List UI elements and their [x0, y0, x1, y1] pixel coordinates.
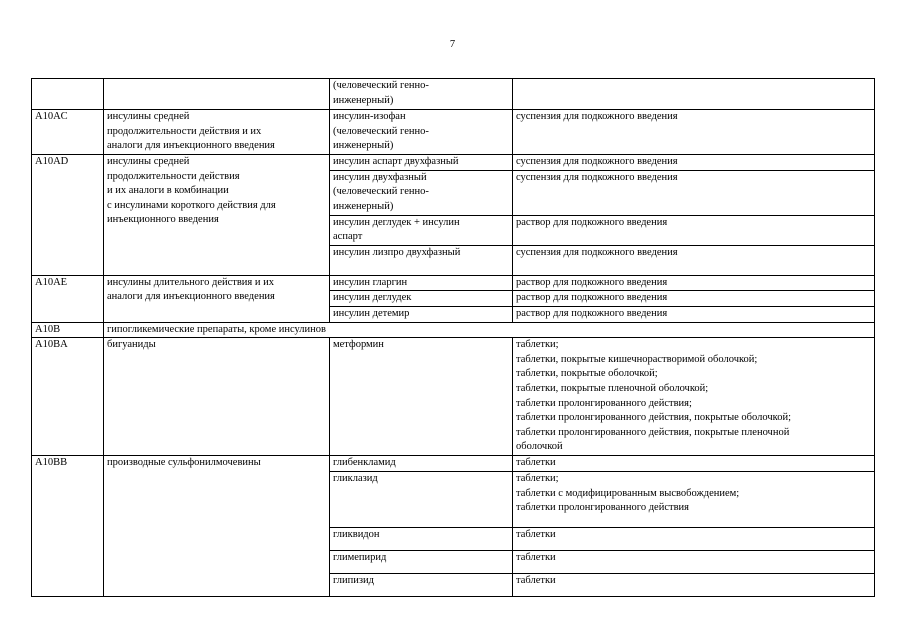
- form-cell: суспензия для подкожного введения: [513, 110, 875, 155]
- drug-cell: инсулин двухфазный (человеческий генно- инженерный): [330, 170, 513, 215]
- code-cell: A10AC: [32, 110, 104, 155]
- drug-cell: метформин: [330, 338, 513, 456]
- drug-cell: глибенкламид: [330, 455, 513, 471]
- code-cell: A10BB: [32, 455, 104, 596]
- form-cell: таблетки; таблетки, покрытые кишечнорастворимой оболочкой; таблетки, покрытые оболочкой; таблетки, покрытые пленочной оболочкой; таблетки пролонгированного действия; таблетки пролонгированного действия, покрытые оболочкой; таблетки пролонгированного действия, покрытые пленочной оболочкой: [513, 338, 875, 456]
- form-cell: [513, 79, 875, 110]
- code-cell: A10AE: [32, 275, 104, 322]
- form-cell: суспензия для подкожного введения: [513, 245, 875, 275]
- drug-cell: инсулин деглудек: [330, 291, 513, 307]
- drug-cell: гликвидон: [330, 527, 513, 550]
- group-cell: бигуаниды: [104, 338, 330, 456]
- form-cell: раствор для подкожного введения: [513, 291, 875, 307]
- group-cell: инсулины средней продолжительности действия и их аналоги для инъекционного введения: [104, 110, 330, 155]
- table-row: [32, 455, 875, 471]
- group-cell: инсулины длительного действия и их аналоги для инъекционного введения: [104, 275, 330, 322]
- form-cell: таблетки: [513, 573, 875, 596]
- group-cell: гипогликемические препараты, кроме инсулинов: [104, 322, 875, 338]
- code-cell: A10BA: [32, 338, 104, 456]
- drug-cell: глипизид: [330, 573, 513, 596]
- drug-cell: инсулин лизпро двухфазный: [330, 245, 513, 275]
- drug-cell: инсулин-изофан (человеческий генно- инженерный): [330, 110, 513, 155]
- page-number: 7: [449, 39, 456, 50]
- table-row: [32, 79, 875, 110]
- form-cell: раствор для подкожного введения: [513, 275, 875, 291]
- drug-cell: инсулин детемир: [330, 306, 513, 322]
- table-row: [32, 338, 875, 456]
- table-row: [32, 110, 875, 155]
- form-cell: суспензия для подкожного введения: [513, 155, 875, 171]
- drug-cell: инсулин аспарт двухфазный: [330, 155, 513, 171]
- drug-table: [31, 78, 875, 597]
- drug-cell: (человеческий генно- инженерный): [330, 79, 513, 110]
- form-cell: таблетки; таблетки с модифицированным высвобождением; таблетки пролонгированного действия: [513, 471, 875, 527]
- code-cell: [32, 79, 104, 110]
- group-cell: производные сульфонилмочевины: [104, 455, 330, 596]
- table-row: [32, 322, 875, 338]
- drug-cell: инсулин гларгин: [330, 275, 513, 291]
- group-cell: инсулины средней продолжительности действия и их аналоги в комбинации с инсулинами короткого действия для инъекционного введения: [104, 155, 330, 276]
- form-cell: таблетки: [513, 550, 875, 573]
- form-cell: раствор для подкожного введения: [513, 215, 875, 245]
- form-cell: таблетки: [513, 527, 875, 550]
- drug-cell: инсулин деглудек + инсулин аспарт: [330, 215, 513, 245]
- code-cell: A10AD: [32, 155, 104, 276]
- form-cell: таблетки: [513, 455, 875, 471]
- form-cell: суспензия для подкожного введения: [513, 170, 875, 215]
- drug-cell: гликлазид: [330, 471, 513, 527]
- drug-cell: глимепирид: [330, 550, 513, 573]
- table-row: [32, 155, 875, 171]
- form-cell: раствор для подкожного введения: [513, 306, 875, 322]
- group-cell: [104, 79, 330, 110]
- code-cell: A10B: [32, 322, 104, 338]
- table-row: [32, 275, 875, 291]
